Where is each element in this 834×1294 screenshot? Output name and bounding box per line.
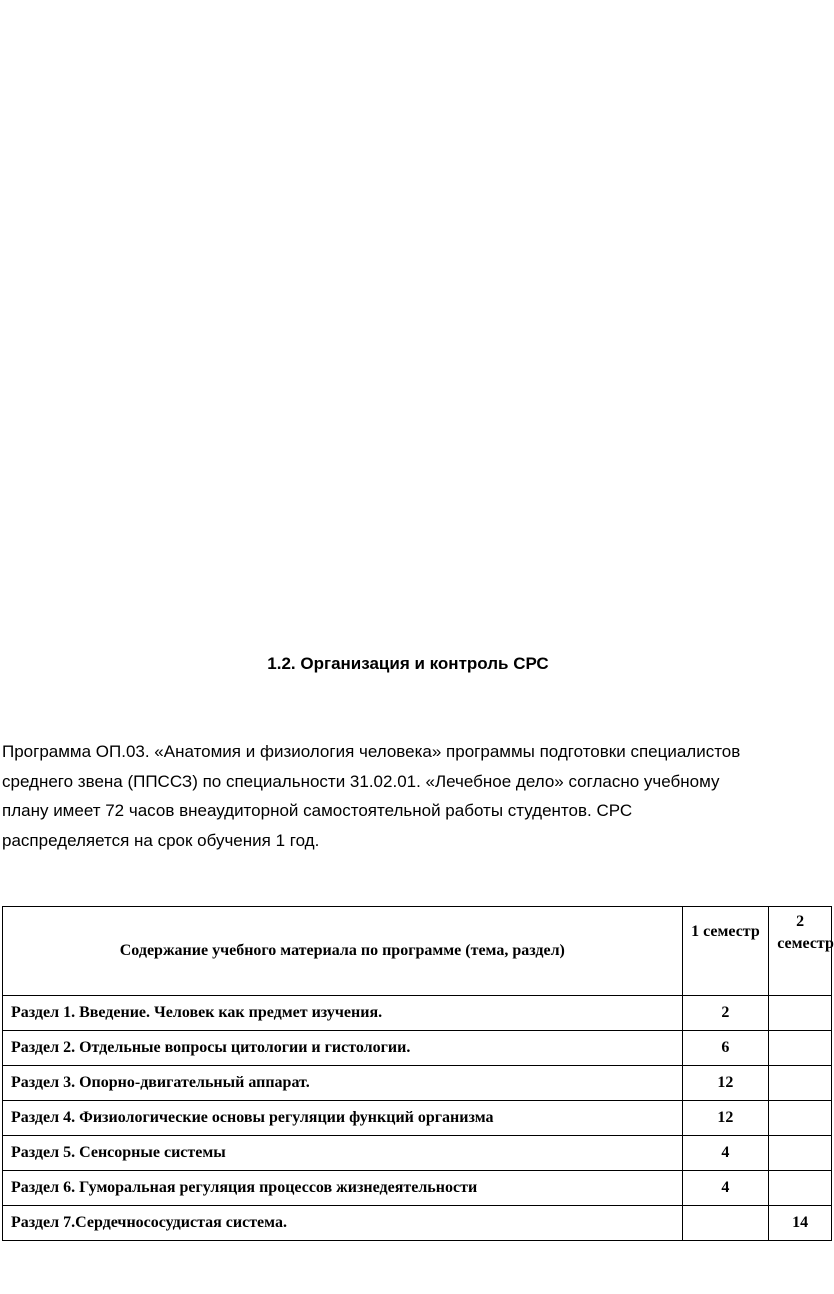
row-sem2-hours	[769, 996, 832, 1031]
paragraph-line: распределяется на срок обучения 1 год.	[2, 830, 320, 850]
srs-table-container	[2, 906, 834, 1248]
table-row	[3, 1171, 832, 1206]
intro-paragraph	[2, 737, 814, 855]
row-sem1-hours: 2	[682, 996, 769, 1031]
table-row	[3, 996, 832, 1031]
section-heading: 1.2. Организация и контроль СРС	[267, 654, 549, 673]
row-topic: Раздел 2. Отдельные вопросы цитологии и гистологии.	[3, 1031, 683, 1066]
paragraph-line: среднего звена (ППССЗ) по специальности 31.02.01. «Лечебное дело» согласно учебному	[2, 771, 720, 791]
row-sem1-hours: 6	[682, 1031, 769, 1066]
row-sem2-hours: 14	[769, 1206, 832, 1241]
row-sem1-hours: 4	[682, 1171, 769, 1206]
row-topic: Раздел 7.Сердечнососудистая система.	[3, 1206, 683, 1241]
row-topic: Раздел 1. Введение. Человек как предмет изучения.	[3, 996, 683, 1031]
table-row	[3, 1206, 832, 1241]
row-sem2-hours	[769, 1031, 832, 1066]
row-sem2-hours	[769, 1101, 832, 1136]
paragraph-line: Программа ОП.03. «Анатомия и физиология человека» программы подготовки специалистов	[2, 742, 741, 761]
row-topic: Раздел 3. Опорно-двигательный аппарат.	[3, 1066, 683, 1101]
srs-table	[2, 906, 832, 1241]
semester-1-header: 1 семестр	[682, 907, 769, 996]
row-topic: Раздел 4. Физиологические основы регуляции функций организма	[3, 1101, 683, 1136]
table-row	[3, 1031, 832, 1066]
row-sem1-hours: 4	[682, 1136, 769, 1171]
row-sem2-hours	[769, 1171, 832, 1206]
semester-2-word: семестр	[777, 935, 834, 952]
row-sem1-hours	[682, 1206, 769, 1241]
table-row	[3, 1101, 832, 1136]
row-sem1-hours: 12	[682, 1066, 769, 1101]
semester-2-number: 2	[796, 913, 805, 930]
row-sem2-hours	[769, 1066, 832, 1101]
table-row	[3, 1066, 832, 1101]
paragraph-line: плану имеет 72 часов внеаудиторной самостоятельной работы студентов. СРС	[2, 801, 633, 820]
row-sem2-hours	[769, 1136, 832, 1171]
table-row	[3, 1136, 832, 1171]
table-header-row	[3, 907, 832, 996]
topic-column-header: Содержание учебного материала по программе (тема, раздел)	[3, 907, 683, 996]
semester-2-header	[769, 907, 832, 996]
row-topic: Раздел 6. Гуморальная регуляция процессов жизнедеятельности	[3, 1171, 683, 1206]
row-sem1-hours: 12	[682, 1101, 769, 1136]
row-topic: Раздел 5. Сенсорные системы	[3, 1136, 683, 1171]
